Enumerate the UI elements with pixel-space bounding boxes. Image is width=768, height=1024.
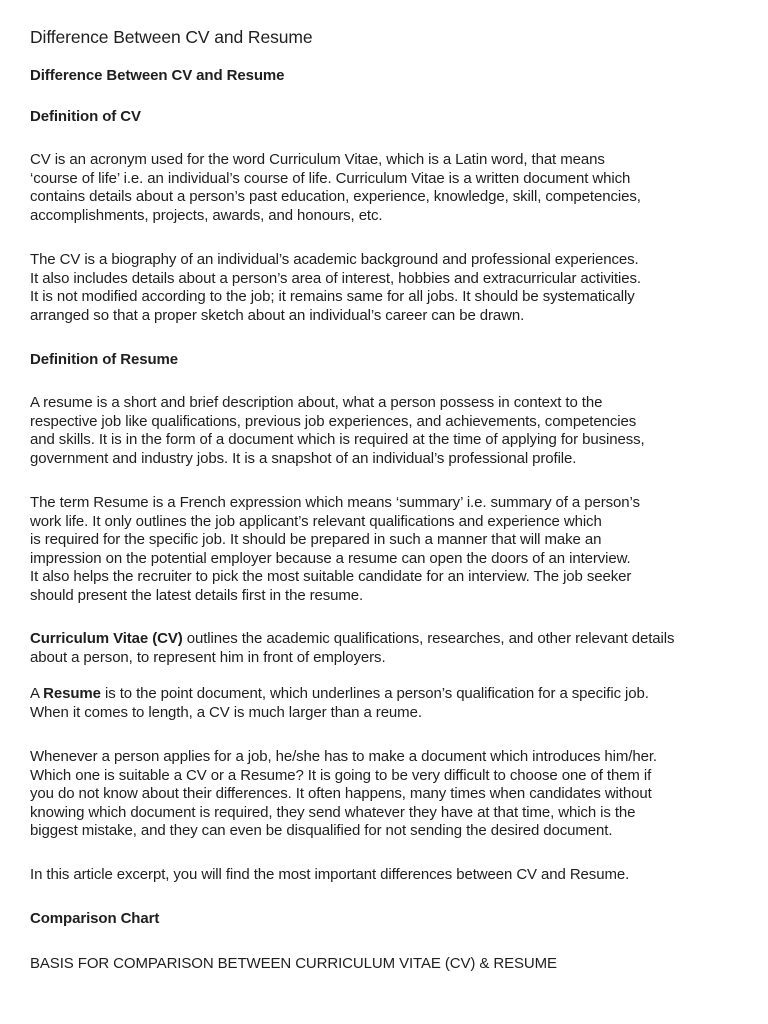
paragraph-line: arranged so that a proper sketch about an individual’s career can be drawn. — [30, 306, 525, 324]
whenever-paragraph — [30, 748, 752, 841]
paragraph-line: The CV is a biography of an individual’s academic background and professional experiences. — [30, 251, 639, 268]
comparison-chart-heading: Comparison Chart — [30, 910, 160, 927]
paragraph-line: contains details about a person’s past education, experience, knowledge, skill, competencies, — [30, 188, 641, 205]
resume-definition-paragraph-2 — [30, 494, 752, 605]
paragraph-line: CV is an acronym used for the word Curriculum Vitae, which is a Latin word, that means — [30, 151, 605, 168]
comparison-basis-line: BASIS FOR COMPARISON BETWEEN CURRICULUM VITAE (CV) & RESUME — [30, 955, 557, 972]
resume-summary-paragraph — [30, 685, 752, 722]
paragraph-line: It also includes details about a person’s area of interest, hobbies and extracurricular activities. — [30, 269, 641, 287]
paragraph-line: A resume is a short and brief description about, what a person possess in context to the — [30, 394, 603, 411]
document-title: Difference Between CV and Resume — [30, 27, 313, 47]
resume-summary-prefix: A — [30, 685, 44, 702]
document-subtitle: Difference Between CV and Resume — [30, 67, 285, 84]
paragraph-line: you do not know about their differences. It often happens, many times when candidates without — [30, 785, 652, 802]
excerpt-paragraph — [30, 866, 752, 885]
paragraph-line: is required for the specific job. It should be prepared in such a manner that will make an — [30, 531, 602, 548]
paragraph-line: Which one is suitable a CV or a Resume? It is going to be very difficult to choose one of them if — [30, 766, 652, 784]
cv-definition-heading: Definition of CV — [30, 108, 141, 125]
resume-term-bold: Resume — [43, 685, 101, 702]
paragraph-line: Whenever a person applies for a job, he/she has to make a document which introduces him/her. — [30, 748, 657, 765]
paragraph-line: knowing which document is required, they send whatever they have at that time, which is the — [30, 803, 636, 821]
paragraph-line: ‘course of life’ i.e. an individual’s course of life. Curriculum Vitae is a written document which — [30, 169, 631, 187]
cv-term-bold: Curriculum Vitae (CV) — [30, 630, 183, 647]
paragraph-line: The term Resume is a French expression which means ‘summary’ i.e. summary of a person’s — [30, 494, 640, 511]
paragraph-line — [30, 685, 752, 704]
paragraph-line: work life. It only outlines the job applicant’s relevant qualifications and experience which — [30, 512, 602, 530]
cv-definition-paragraph-2 — [30, 251, 752, 325]
paragraph-line: It also helps the recruiter to pick the most suitable candidate for an interview. The job seeker — [30, 568, 632, 585]
paragraph-line: should present the latest details first in the resume. — [30, 586, 364, 604]
paragraph-line: accomplishments, projects, awards, and honours, etc. — [30, 206, 383, 224]
cv-summary-text: outlines the academic qualifications, researches, and other relevant details — [182, 630, 675, 647]
paragraph-line: and skills. It is in the form of a document which is required at the time of applying for business, — [30, 431, 645, 448]
paragraph-line: government and industry jobs. It is a snapshot of an individual’s professional profile. — [30, 449, 577, 467]
resume-definition-heading: Definition of Resume — [30, 351, 179, 368]
paragraph-line: biggest mistake, and they can even be disqualified for not sending the desired document. — [30, 822, 613, 839]
paragraph-line: When it comes to length, a CV is much larger than a reume. — [30, 703, 422, 721]
paragraph-line: In this article excerpt, you will find the most important differences between CV and Resume. — [30, 866, 630, 883]
paragraph-line: respective job like qualifications, previous job experiences, and achievements, competencies — [30, 412, 637, 430]
cv-summary-paragraph — [30, 630, 752, 667]
cv-definition-paragraph-1 — [30, 151, 752, 225]
paragraph-line: It is not modified according to the job; it remains same for all jobs. It should be systematically — [30, 288, 635, 305]
paragraph-line: impression on the potential employer because a resume can open the doors of an interview. — [30, 549, 631, 567]
paragraph-line — [30, 630, 752, 649]
paragraph-line: about a person, to represent him in front of employers. — [30, 648, 386, 666]
resume-definition-paragraph-1 — [30, 394, 752, 468]
resume-summary-text: is to the point document, which underlines a person’s qualification for a specific job. — [100, 685, 649, 702]
